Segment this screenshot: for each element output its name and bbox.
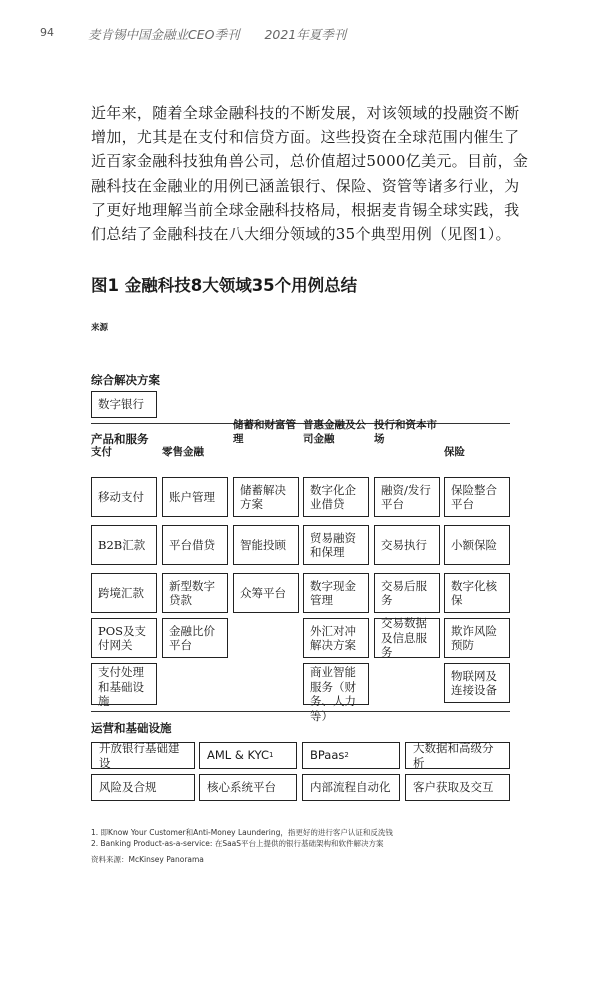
box-post-trade: 交易后服务 bbox=[374, 573, 440, 613]
figure-note: 来源 bbox=[91, 323, 109, 333]
box-platform-lending: 平台借贷 bbox=[162, 525, 228, 565]
box-iot: 物联网及连接设备 bbox=[444, 663, 510, 703]
box-bpaas bbox=[302, 742, 400, 769]
section-label-products: 产品和服务 bbox=[91, 432, 149, 446]
box-process-automation: 内部流程自动化 bbox=[302, 774, 400, 801]
body-paragraph: 近年来，随着全球金融科技的不断发展，对该领域的投融资不断增加，尤其是在支付和信贷方面。这些投资在全球范围内催生了近百家金融科技独角兽公司，总价值超过5000亿美元。目前，金融科技在金融业的用例已涵盖银行、保险、资管等诸多行业，为了更好地理解当前全球金融科技格局，根据麦肯锡全球实践，我们总结了金融科技在八大细分领域的35个典型用例（见图1）。 bbox=[91, 104, 529, 244]
separator-2 bbox=[91, 711, 510, 712]
box-comparison: 金融比价平台 bbox=[162, 618, 228, 658]
box-payment-infra: 支付处理和基础设施 bbox=[91, 663, 157, 705]
figure-title: 图1 金融科技8大领域35个用例总结 bbox=[91, 276, 358, 295]
box-digital-bank: 数字银行 bbox=[91, 391, 157, 418]
box-robo-advisor: 智能投顾 bbox=[233, 525, 299, 565]
box-pos-gateway: POS及支付网关 bbox=[91, 618, 157, 658]
box-micro-insurance: 小额保险 bbox=[444, 525, 510, 565]
box-trade-finance: 贸易融资和保理 bbox=[303, 525, 369, 565]
box-digital-corp-lending: 数字化企业借贷 bbox=[303, 477, 369, 517]
column-header-retail: 零售金融 bbox=[162, 446, 204, 458]
box-digital-loan: 新型数字贷款 bbox=[162, 573, 228, 613]
page-number: 94 bbox=[40, 26, 54, 39]
box-digital-underwriting: 数字化核保 bbox=[444, 573, 510, 613]
box-mobile-payment: 移动支付 bbox=[91, 477, 157, 517]
box-issuance-platform: 融资/发行平台 bbox=[374, 477, 440, 517]
box-trade-data: 交易数据及信息服务 bbox=[374, 618, 440, 658]
box-account-mgmt: 账户管理 bbox=[162, 477, 228, 517]
box-core-system: 核心系统平台 bbox=[199, 774, 297, 801]
bpaas-label: BPaas bbox=[310, 748, 345, 763]
box-trade-execution: 交易执行 bbox=[374, 525, 440, 565]
footnote-marker-1: 1 bbox=[269, 751, 274, 760]
source-line: 资料来源：McKinsey Panorama bbox=[91, 855, 204, 864]
footnote-2: 2. Banking Product-as-a-service: 在SaaS平台上提供的银行基础架构和软件解决方案 bbox=[91, 839, 384, 848]
running-header: 麦肯锡中国金融业CEO季刊 2021年夏季刊 bbox=[88, 27, 347, 42]
section-label-integrated: 综合解决方案 bbox=[91, 373, 160, 387]
footnote-marker-2: 2 bbox=[344, 751, 349, 760]
box-open-banking: 开放银行基础建设 bbox=[91, 742, 195, 769]
column-header-savings: 储蓄和财富管理 bbox=[233, 419, 296, 445]
column-header-inclusive: 普惠金融及公司金融 bbox=[303, 419, 366, 445]
box-crowdfunding: 众筹平台 bbox=[233, 573, 299, 613]
box-big-data: 大数据和高级分析 bbox=[405, 742, 510, 769]
box-fx-hedge: 外汇对冲解决方案 bbox=[303, 618, 369, 658]
box-insurance-platform: 保险整合平台 bbox=[444, 477, 510, 517]
box-fraud-prevention: 欺诈风险预防 bbox=[444, 618, 510, 658]
box-cash-mgmt: 数字现金管理 bbox=[303, 573, 369, 613]
box-crossborder: 跨境汇款 bbox=[91, 573, 157, 613]
footnote-1: 1. 即Know Your Customer和Anti-Money Laundering，指更好的进行客户认证和反洗钱 bbox=[91, 828, 393, 837]
box-risk-compliance: 风险及合规 bbox=[91, 774, 195, 801]
column-header-ib: 投行和资本市场 bbox=[374, 419, 437, 445]
box-customer-acquisition: 客户获取及交互 bbox=[405, 774, 510, 801]
box-b2b-remittance: B2B汇款 bbox=[91, 525, 157, 565]
aml-kyc-label: AML & KYC bbox=[207, 748, 270, 763]
column-header-insurance: 保险 bbox=[444, 446, 465, 458]
section-label-ops: 运营和基础设施 bbox=[91, 721, 172, 735]
box-aml-kyc bbox=[199, 742, 297, 769]
box-bi-services: 商业智能服务（财务、人力等） bbox=[303, 663, 369, 705]
box-savings-solution: 储蓄解决方案 bbox=[233, 477, 299, 517]
